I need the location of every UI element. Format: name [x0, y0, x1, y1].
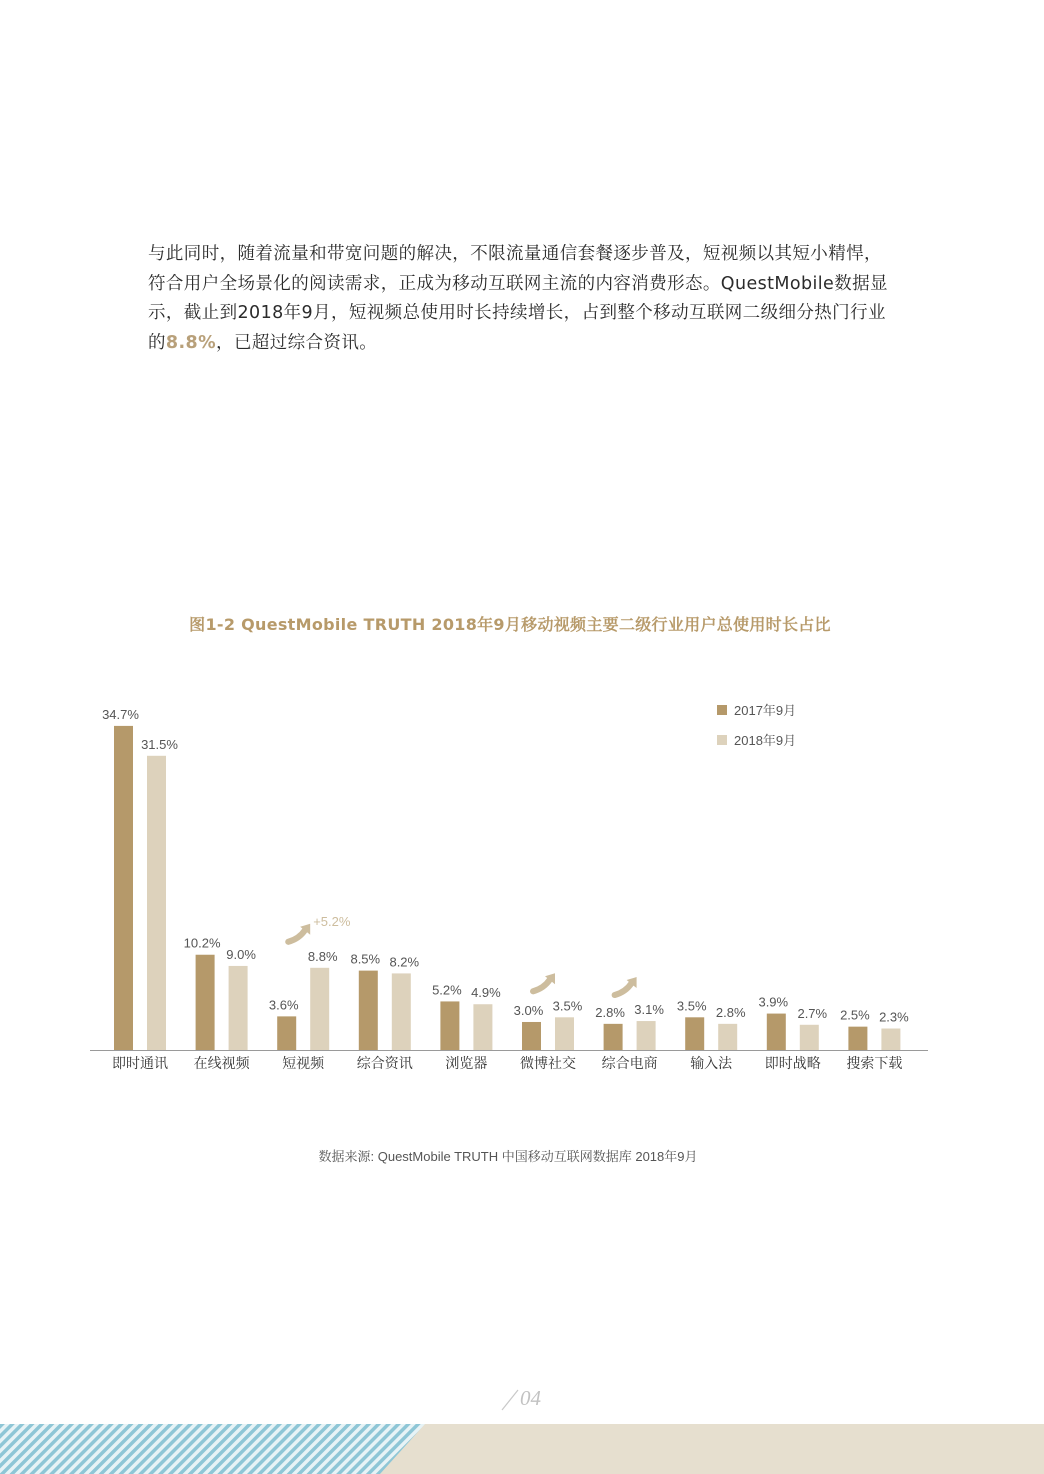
- paragraph-highlight: 8.8%: [165, 332, 217, 353]
- x-tick-label: 微博社交: [520, 1055, 576, 1071]
- data-label: 8.5%: [350, 951, 381, 967]
- growth-arrow-icon: [533, 979, 550, 991]
- bar-2018: [800, 1025, 819, 1050]
- data-label: 5.2%: [432, 982, 462, 998]
- growth-arrow-icon: [615, 983, 632, 995]
- data-label: 4.9%: [471, 985, 501, 1001]
- bar-2018: [310, 968, 329, 1050]
- chart-title: 图1-2 QuestMobile TRUTH 2018年9月移动视频主要二级行业用户总使用时长占比: [189, 615, 831, 634]
- data-label: 2.8%: [595, 1004, 625, 1020]
- x-tick-label: 综合资讯: [356, 1055, 413, 1071]
- slash-divider-icon: [500, 1388, 520, 1412]
- data-label: 3.9%: [758, 994, 789, 1010]
- bar-2017: [604, 1024, 623, 1050]
- page-number: 04: [520, 1386, 541, 1410]
- legend-swatch-2017: [717, 705, 727, 715]
- paragraph-text: 与此同时，随着流量和带宽问题的解决，不限流量通信套餐逐步普及，短视频以其短小精悍，符合用户全场景化的阅读需求，正成为移动互联网主流的内容消费形态。QuestMobile数据显示，截止到2018年9月，短视频总使用时长持续增长，占到整个移动互联网二级细分热门行业的: [148, 244, 888, 353]
- data-label: 8.8%: [307, 948, 338, 964]
- data-label: 9.0%: [226, 946, 256, 962]
- data-label: 10.2%: [183, 935, 221, 951]
- paragraph-text-end: ，已超过综合资讯。: [216, 332, 378, 353]
- bar-2018: [229, 966, 248, 1050]
- data-label: 31.5%: [141, 736, 178, 752]
- data-label: 3.0%: [513, 1002, 544, 1018]
- data-label: 2.7%: [797, 1005, 828, 1021]
- bar-2017: [685, 1017, 704, 1050]
- growth-annotation: +5.2%: [313, 913, 351, 929]
- growth-arrow-icon: [288, 930, 305, 942]
- bar-2018: [147, 756, 166, 1050]
- data-label: 34.7%: [102, 706, 139, 722]
- bar-2018: [555, 1017, 574, 1050]
- bar-2017: [196, 955, 215, 1050]
- data-label: 2.8%: [715, 1004, 746, 1020]
- data-label: 3.1%: [634, 1002, 664, 1018]
- data-label: 3.5%: [552, 998, 583, 1014]
- bar-2018: [637, 1021, 656, 1050]
- x-tick-label: 即时通讯: [112, 1055, 168, 1071]
- data-label: 2.5%: [840, 1007, 870, 1023]
- footer-decoration: [0, 1424, 1044, 1474]
- bar-2017: [440, 1001, 459, 1050]
- data-label: 3.6%: [268, 997, 299, 1013]
- bar-2017: [277, 1016, 296, 1050]
- data-source: 数据来源: QuestMobile TRUTH 中国移动互联网数据库 2018年9月: [318, 1149, 698, 1164]
- x-tick-label: 在线视频: [193, 1055, 250, 1071]
- x-tick-label: 综合电商: [601, 1055, 658, 1071]
- bar-2017: [848, 1027, 867, 1050]
- x-tick-label: 即时战略: [764, 1055, 821, 1071]
- x-tick-label: 短视频: [282, 1055, 325, 1071]
- bar-2017: [522, 1022, 541, 1050]
- legend-swatch-2018: [717, 735, 727, 745]
- bar-2017: [359, 971, 378, 1050]
- bar-2018: [881, 1029, 900, 1050]
- data-label: 2.3%: [879, 1009, 909, 1025]
- bar-2018: [392, 973, 411, 1050]
- data-label: 8.2%: [389, 954, 420, 970]
- legend-label: 2018年9月: [734, 733, 797, 748]
- bar-2018: [718, 1024, 737, 1050]
- bar-2017: [767, 1014, 786, 1050]
- x-tick-label: 搜索下载: [846, 1055, 903, 1071]
- x-tick-label: 浏览器: [445, 1055, 488, 1071]
- bar-2018: [473, 1004, 492, 1050]
- x-tick-label: 输入法: [690, 1055, 733, 1071]
- data-label: 3.5%: [676, 998, 707, 1014]
- legend-label: 2017年9月: [734, 703, 797, 718]
- bar-2017: [114, 726, 133, 1050]
